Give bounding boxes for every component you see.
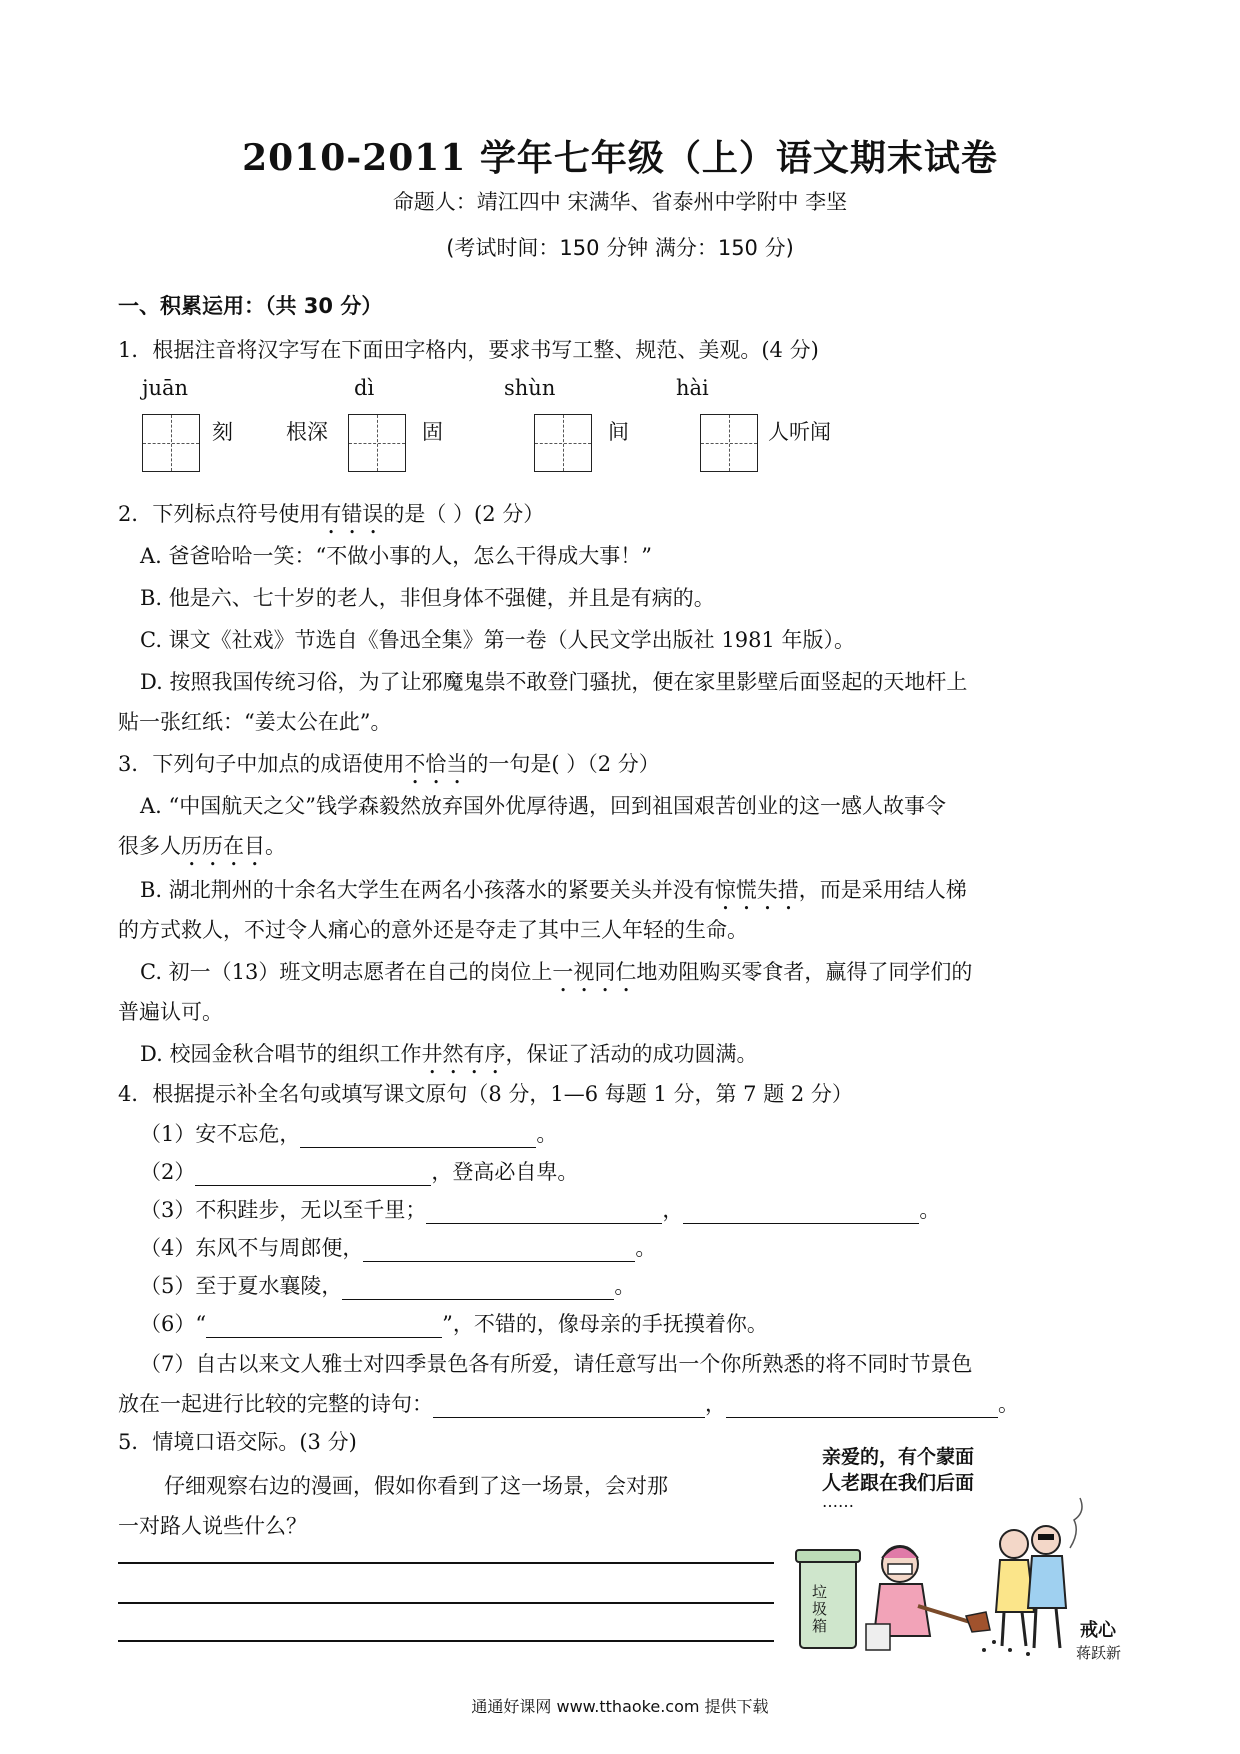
answer-line-2[interactable] bbox=[118, 1602, 774, 1604]
word-2-suffix: 固 bbox=[422, 420, 443, 444]
question-2-option-d-line2: 贴一张红纸：“姜太公在此”。 bbox=[118, 710, 392, 734]
fill-item-5: （5）至于夏水襄陵， 。 bbox=[140, 1274, 636, 1298]
answer-blank[interactable] bbox=[206, 1315, 442, 1338]
idiom-d: 井然有序 bbox=[421, 1042, 506, 1066]
answer-line-1[interactable] bbox=[118, 1562, 774, 1564]
question-5-prompt: 5．情境口语交际。(3 分) bbox=[118, 1430, 357, 1454]
question-3-option-c-line1: C. 初一（13）班文明志愿者在自己的岗位上一视同仁地劝阻购买零食者，赢得了同学们的 bbox=[140, 960, 973, 984]
answer-blank[interactable] bbox=[342, 1277, 614, 1300]
fill-item-7-line2: 放在一起进行比较的完整的诗句： ， 。 bbox=[118, 1392, 1019, 1416]
answer-blank[interactable] bbox=[363, 1239, 635, 1262]
writing-grid-2[interactable] bbox=[348, 414, 406, 472]
exam-title: 2010-2011 学年七年级（上）语文期末试卷 bbox=[242, 137, 998, 179]
writing-grid-4[interactable] bbox=[700, 414, 758, 472]
answer-line-3[interactable] bbox=[118, 1640, 774, 1642]
question-2-option-d-line1: D. 按照我国传统习俗，为了让邪魔鬼祟不敢登门骚扰，便在家里影壁后面竖起的天地杆上 bbox=[140, 670, 968, 694]
pinyin-3: shùn bbox=[504, 376, 556, 400]
question-3-option-a-line1: A. “中国航天之父”钱学森毅然放弃国外优厚待遇，回到祖国艰苦创业的这一感人故事令 bbox=[140, 794, 946, 818]
question-3-prompt: 3．下列句子中加点的成语使用不恰当的一句是( ）（2 分） bbox=[118, 752, 660, 776]
writing-grid-1[interactable] bbox=[142, 414, 200, 472]
answer-blank[interactable] bbox=[726, 1395, 998, 1418]
exam-meta: (考试时间：150 分钟 满分：150 分) bbox=[446, 236, 794, 260]
question-2-option-b: B. 他是六、七十岁的老人，非但身体不强健，并且是有病的。 bbox=[140, 586, 715, 610]
answer-blank[interactable] bbox=[683, 1201, 919, 1224]
answer-blank[interactable] bbox=[433, 1395, 705, 1418]
idiom-c: 一视同仁 bbox=[552, 960, 637, 984]
fill-item-7-line1: （7）自古以来文人雅士对四季景色各有所爱，请任意写出一个你所熟悉的将不同时节景色 bbox=[140, 1352, 973, 1376]
fill-item-6: （6）“ ”，不错的，像母亲的手抚摸着你。 bbox=[140, 1312, 768, 1336]
question-1-prompt: 1．根据注音将汉字写在下面田字格内，要求书写工整、规范、美观。(4 分) bbox=[118, 338, 819, 362]
pinyin-4: hài bbox=[676, 376, 709, 400]
question-3-option-c-line2: 普遍认可。 bbox=[118, 1000, 223, 1024]
cartoon-caption-line1: 亲爱的，有个蒙面 bbox=[822, 1446, 975, 1468]
question-5-body-line2: 一对路人说些什么？ bbox=[118, 1514, 307, 1538]
emphasis-text: 有错误 bbox=[320, 502, 384, 526]
question-3-option-d: D. 校园金秋合唱节的组织工作井然有序，保证了活动的成功圆满。 bbox=[140, 1042, 758, 1066]
question-2-option-a: A. 爸爸哈哈一笑：“不做小事的人，怎么干得成大事！” bbox=[140, 544, 652, 568]
section-heading: 一、积累运用：（共 30 分） bbox=[118, 294, 383, 318]
cartoon-drawing bbox=[790, 1436, 1130, 1666]
word-4-suffix: 人听闻 bbox=[768, 420, 831, 444]
question-3-option-a-line2: 很多人历历在目。 bbox=[118, 834, 286, 858]
word-1-suffix: 刻 bbox=[212, 420, 233, 444]
writing-grid-3[interactable] bbox=[534, 414, 592, 472]
answer-blank[interactable] bbox=[195, 1163, 431, 1186]
question-3-option-b-line1: B. 湖北荆州的十余名大学生在两名小孩落水的紧要关头并没有惊慌失措，而是采用结人梯 bbox=[140, 878, 967, 902]
bin-label: 垃圾箱 bbox=[812, 1583, 828, 1635]
answer-blank[interactable] bbox=[426, 1201, 662, 1224]
question-2-option-c: C. 课文《社戏》节选自《鲁迅全集》第一卷（人民文学出版社 1981 年版）。 bbox=[140, 628, 855, 652]
fill-item-1: （1）安不忘危， 。 bbox=[140, 1122, 558, 1146]
cartoon-illustration bbox=[790, 1436, 1130, 1666]
emphasis-text: 不恰当 bbox=[404, 752, 468, 776]
idiom-a: 历历在目 bbox=[181, 834, 265, 858]
word-3-suffix: 间 bbox=[608, 420, 629, 444]
cartoon-artist: 蒋跃新 bbox=[1076, 1644, 1122, 1662]
fill-item-3: （3）不积跬步，无以至千里； ， 。 bbox=[140, 1198, 941, 1222]
footer-credit: 通通好课网 www.tthaoke.com 提供下载 bbox=[471, 1697, 769, 1716]
idiom-b: 惊慌失措 bbox=[714, 878, 799, 902]
cartoon-caption-line3: …… bbox=[822, 1492, 854, 1511]
question-5-body-line1: 仔细观察右边的漫画，假如你看到了这一场景，会对那 bbox=[164, 1474, 668, 1498]
cartoon-caption-line2: 人老跟在我们后面 bbox=[822, 1472, 975, 1494]
cartoon-title: 戒心 bbox=[1080, 1620, 1116, 1641]
fill-item-2: （2） ，登高必自卑。 bbox=[140, 1160, 579, 1184]
question-3-option-b-line2: 的方式救人，不过令人痛心的意外还是夺走了其中三人年轻的生命。 bbox=[118, 918, 748, 942]
question-2-prompt: 2．下列标点符号使用有错误的是（ ）(2 分） bbox=[118, 502, 545, 526]
answer-blank[interactable] bbox=[300, 1125, 536, 1148]
pinyin-1: juān bbox=[142, 376, 189, 400]
word-2-prefix: 根深 bbox=[286, 420, 328, 444]
exam-authors: 命题人：靖江四中 宋满华、省泰州中学附中 李坚 bbox=[392, 190, 848, 214]
question-4-prompt: 4．根据提示补全名句或填写课文原句（8 分，1—6 每题 1 分，第 7 题 2 分） bbox=[118, 1082, 853, 1106]
fill-item-4: （4）东风不与周郎便， 。 bbox=[140, 1236, 657, 1260]
pinyin-2: dì bbox=[354, 376, 375, 400]
